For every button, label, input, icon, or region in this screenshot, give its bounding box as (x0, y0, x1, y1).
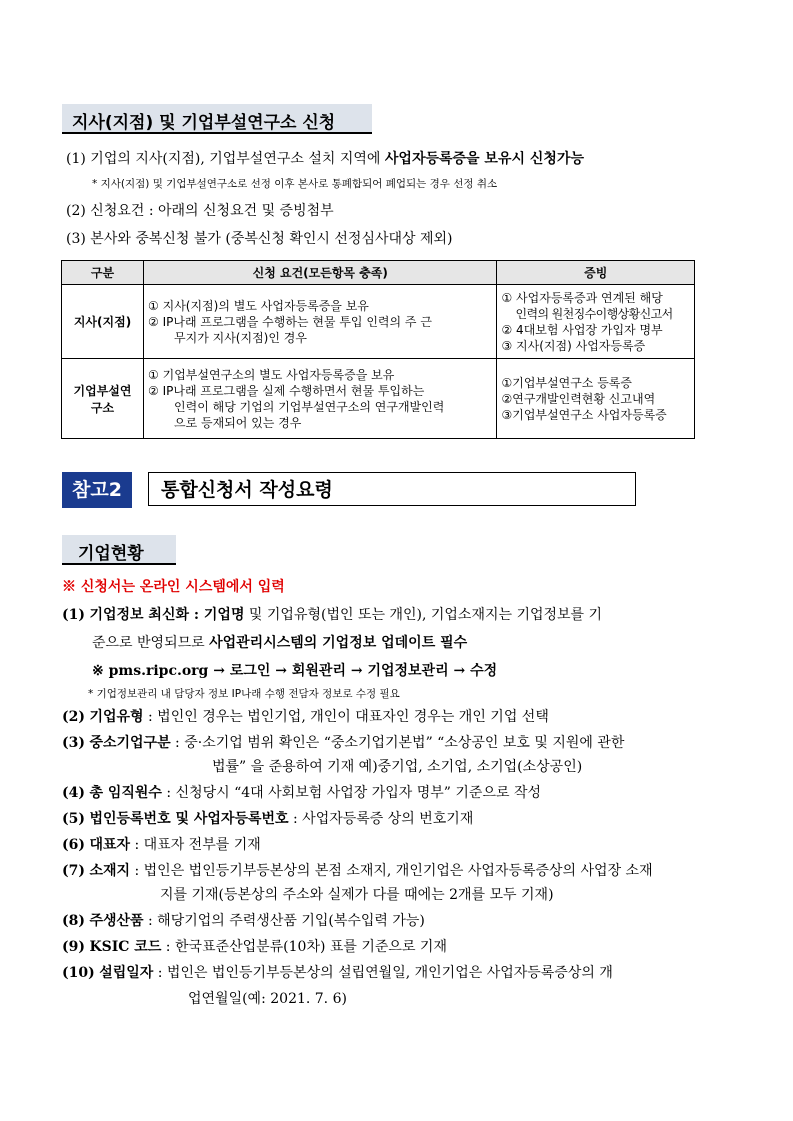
item-number: (1) (66, 151, 86, 167)
company-item-1 (62, 604, 602, 624)
row-category (62, 359, 144, 439)
section-title-branch (62, 104, 372, 134)
table-row (62, 285, 695, 359)
item-text: : 중·소기업 범위 확인은 “중소기업기본법” “소상공인 보호 및 지원에 관한 (170, 735, 625, 751)
section-title-text: 지사(지점) 및 기업부설연구소 신청 (72, 113, 336, 133)
company-item-10-cont: 업연월일(예: 2021. 7. 6) (188, 991, 347, 1007)
update-path: ※ pms.ripc.org → 로그인 → 회원관리 → 기업정보관리 → 수정 (92, 663, 498, 679)
category-line: 구소 (90, 400, 115, 415)
item-text: : 법인은 법인등기부등본상의 본점 소재지, 개인기업은 사업자등록증상의 사업장 소재 (130, 863, 653, 879)
item-text: 본사와 중복신청 불가 (중복신청 확인시 선정심사대상 제외) (90, 231, 453, 247)
item-bold: 사업자등록증을 보유시 신청가능 (384, 151, 584, 167)
item-bold: 소재지 (89, 863, 131, 879)
item-text: : 대표자 전부를 기재 (130, 837, 261, 853)
evidence-line: 인력의 원천징수이행상황신고서 (515, 306, 673, 321)
reference-title: 통합신청서 작성요령 (148, 472, 636, 506)
requirements-table (61, 260, 695, 439)
branch-item-1 (66, 148, 584, 168)
item-text: 준으로 반영되므로 (92, 635, 210, 651)
item-bold: 사업관리시스템의 기업정보 업데이트 필수 (209, 635, 468, 651)
item-bold: 기업유형 (89, 709, 144, 725)
company-item-1-cont (92, 632, 467, 652)
row-requirements (144, 359, 497, 439)
item-bold: 총 임직원수 (89, 785, 162, 801)
item-text: : 신청당시 “4대 사회보험 사업장 가입자 명부” 기준으로 작성 (161, 785, 541, 801)
row-evidence (497, 285, 695, 359)
item-bold: 중소기업구분 (89, 735, 171, 751)
item-number: (10) (62, 965, 95, 981)
item-bold: 설립일자 (99, 965, 154, 981)
requirement-line: ① 기업부설연구소의 별도 사업자등록증을 보유 (148, 367, 395, 382)
requirement-line: ② IP나래 프로그램을 실제 수행하면서 현물 투입하는 (148, 383, 425, 398)
company-item-5 (62, 808, 473, 828)
item-number: (3) (66, 231, 86, 247)
item-number: (2) (66, 203, 86, 219)
branch-item-2 (66, 200, 334, 220)
company-item-3-cont: 법률” 을 준용하여 기재 예)중기업, 소기업, 소기업(소상공인) (212, 759, 583, 775)
item-bold: 기업정보 최신화 : 기업명 (89, 607, 245, 623)
item-bold: KSIC 코드 (89, 939, 162, 955)
requirement-line: ② IP나래 프로그램을 수행하는 현물 투입 인력의 주 근 (148, 314, 432, 329)
table-row (62, 359, 695, 439)
requirement-line: ① 지사(지점)의 별도 사업자등록증을 보유 (148, 298, 369, 313)
item-number: (7) (62, 863, 85, 879)
item-number: (3) (62, 735, 85, 751)
evidence-line: ② 4대보험 사업장 가입자 명부 (501, 322, 663, 337)
requirement-line: 무지가 지사(지점)인 경우 (174, 330, 307, 345)
item-text: 신청요건 : 아래의 신청요건 및 증빙첨부 (90, 203, 334, 219)
item-number: (5) (62, 811, 85, 827)
category-line: 기업부설연 (73, 383, 132, 398)
item-number: (8) (62, 913, 85, 929)
item-number: (4) (62, 785, 85, 801)
table-header: 증빙 (497, 261, 695, 285)
row-evidence (497, 359, 695, 439)
table-header-row (62, 261, 695, 285)
branch-note: * 지사(지점) 및 기업부설연구소로 선정 이후 본사로 통폐합되어 폐업되는 경우 선정 취소 (92, 178, 498, 190)
item-bold: 대표자 (89, 837, 131, 853)
reference-tag: 참고2 (62, 472, 132, 508)
company-item-3 (62, 732, 624, 752)
evidence-line: ③기업부설연구소 사업자등록증 (501, 407, 667, 422)
item-bold: 주생산품 (89, 913, 144, 929)
item-text: 및 기업유형(법인 또는 개인), 기업소재지는 기업정보를 기 (244, 607, 603, 623)
company-item-7 (62, 860, 653, 880)
company-item-2 (62, 706, 549, 726)
evidence-line: ①기업부설연구소 등록증 (501, 375, 632, 390)
evidence-line: ① 사업자등록증과 연계된 해당 (501, 290, 663, 305)
company-item-8 (62, 910, 425, 930)
evidence-line: ②연구개발인력현황 신고내역 (501, 391, 656, 406)
company-item-10 (62, 962, 613, 982)
row-category: 지사(지점) (62, 285, 144, 359)
item-number: (1) (62, 607, 85, 623)
section-title-text: 기업현황 (78, 544, 144, 564)
section-title-company (62, 535, 176, 565)
company-item-7-cont: 지를 기재(등본상의 주소와 실제가 다를 때에는 2개를 모두 기재) (160, 887, 554, 903)
item-number: (6) (62, 837, 85, 853)
requirement-line: 으로 등재되어 있는 경우 (174, 415, 302, 430)
company-item-6 (62, 834, 261, 854)
table-header: 신청 요건(모든항목 충족) (144, 261, 497, 285)
item-text: : 해당기업의 주력생산품 기입(복수입력 가능) (143, 913, 425, 929)
item-text: : 사업자등록증 상의 번호기재 (288, 811, 474, 827)
evidence-line: ③ 지사(지점) 사업자등록증 (501, 338, 646, 353)
item-text: : 법인인 경우는 법인기업, 개인이 대표자인 경우는 개인 기업 선택 (143, 709, 549, 725)
table-header: 구분 (62, 261, 144, 285)
row-requirements (144, 285, 497, 359)
company-item-4 (62, 782, 541, 802)
item-bold: 법인등록번호 및 사업자등록번호 (89, 811, 289, 827)
contact-note: * 기업정보관리 내 담당자 정보 IP나래 수행 전담자 정보로 수정 필요 (88, 688, 400, 700)
company-item-9 (62, 936, 447, 956)
online-warning: ※ 신청서는 온라인 시스템에서 입력 (62, 579, 285, 595)
item-number: (9) (62, 939, 85, 955)
item-text: : 법인은 법인등기부등본상의 설립연월일, 개인기업은 사업자등록증상의 개 (153, 965, 613, 981)
branch-item-3 (66, 228, 453, 248)
item-number: (2) (62, 709, 85, 725)
requirement-line: 인력이 해당 기업의 기업부설연구소의 연구개발인력 (174, 399, 445, 414)
item-text: 기업의 지사(지점), 기업부설연구소 설치 지역에 (90, 151, 385, 167)
item-text: : 한국표준산업분류(10차) 표를 기준으로 기재 (161, 939, 447, 955)
